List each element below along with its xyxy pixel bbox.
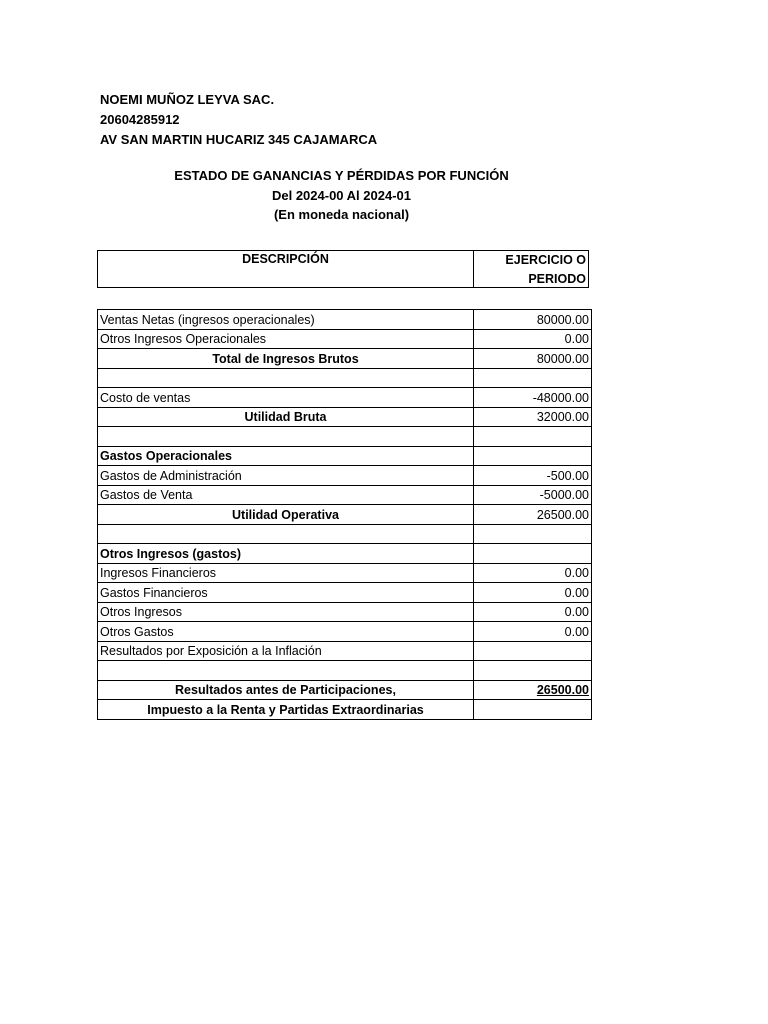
table-row-final xyxy=(98,680,592,700)
row-value: -48000.00 xyxy=(474,388,592,408)
table-row-empty xyxy=(98,368,592,388)
row-value: 26500.00 xyxy=(474,680,592,700)
row-value xyxy=(474,427,592,447)
row-value: 0.00 xyxy=(474,602,592,622)
table-row-heading xyxy=(98,446,592,466)
row-label: Gastos de Administración xyxy=(98,466,474,486)
row-value: 0.00 xyxy=(474,583,592,603)
table-row xyxy=(98,485,592,505)
row-label: Gastos Operacionales xyxy=(98,446,474,466)
table-row xyxy=(98,602,592,622)
company-info xyxy=(100,90,377,150)
table-row-final xyxy=(98,700,592,720)
row-label: Impuesto a la Renta y Partidas Extraordinarias xyxy=(98,700,474,720)
table-row xyxy=(98,466,592,486)
row-label: Utilidad Bruta xyxy=(98,407,474,427)
row-label: Gastos de Venta xyxy=(98,485,474,505)
row-label xyxy=(98,368,474,388)
row-label xyxy=(98,661,474,681)
row-value xyxy=(474,446,592,466)
row-value: -5000.00 xyxy=(474,485,592,505)
row-label: Utilidad Operativa xyxy=(98,505,474,525)
table-row-empty xyxy=(98,427,592,447)
row-value: -500.00 xyxy=(474,466,592,486)
table-header xyxy=(97,250,589,288)
company-name: NOEMI MUÑOZ LEYVA SAC. xyxy=(100,92,275,107)
row-label xyxy=(98,524,474,544)
header-period-line2: PERIODO xyxy=(528,272,586,286)
header-period-line1: EJERCICIO O xyxy=(505,253,586,267)
row-label: Otros Ingresos xyxy=(98,602,474,622)
row-value: 0.00 xyxy=(474,622,592,642)
row-value xyxy=(474,544,592,564)
row-label: Otros Ingresos (gastos) xyxy=(98,544,474,564)
table-row-empty xyxy=(98,524,592,544)
row-value xyxy=(474,641,592,661)
table-row-total xyxy=(98,505,592,525)
row-value xyxy=(474,368,592,388)
report-period: Del 2024-00 Al 2024-01 xyxy=(271,187,411,203)
table-row-total xyxy=(98,407,592,427)
table-row xyxy=(98,310,592,330)
table-row xyxy=(98,329,592,349)
row-label: Costo de ventas xyxy=(98,388,474,408)
row-label: Ventas Netas (ingresos operacionales) xyxy=(98,310,474,330)
row-label: Resultados antes de Participaciones, xyxy=(98,680,474,700)
row-value: 80000.00 xyxy=(474,349,592,369)
row-value xyxy=(474,524,592,544)
row-label: Ingresos Financieros xyxy=(98,563,474,583)
table-row xyxy=(98,622,592,642)
row-label: Otros Ingresos Operacionales xyxy=(98,329,474,349)
table-row-heading xyxy=(98,544,592,564)
row-value: 0.00 xyxy=(474,563,592,583)
table-row xyxy=(98,563,592,583)
company-address: AV SAN MARTIN HUCARIZ 345 CAJAMARCA xyxy=(100,132,378,147)
table-row xyxy=(98,583,592,603)
header-description: DESCRIPCIÓN xyxy=(98,251,474,287)
row-label: Resultados por Exposición a la Inflación xyxy=(98,641,474,661)
table-row-total xyxy=(98,349,592,369)
row-label: Total de Ingresos Brutos xyxy=(98,349,474,369)
table-row xyxy=(98,388,592,408)
row-value: 26500.00 xyxy=(474,505,592,525)
report-title: ESTADO DE GANANCIAS Y PÉRDIDAS POR FUNCIÓN xyxy=(174,168,509,183)
row-label: Gastos Financieros xyxy=(98,583,474,603)
income-statement-table xyxy=(97,309,592,720)
row-value xyxy=(474,700,592,720)
row-label: Otros Gastos xyxy=(98,622,474,642)
row-value: 80000.00 xyxy=(474,310,592,330)
report-titles xyxy=(98,166,585,225)
row-value: 0.00 xyxy=(474,329,592,349)
row-value: 32000.00 xyxy=(474,407,592,427)
table-row-empty xyxy=(98,661,592,681)
company-ruc: 20604285912 xyxy=(100,112,180,127)
row-label xyxy=(98,427,474,447)
row-value xyxy=(474,661,592,681)
table-row xyxy=(98,641,592,661)
report-currency: (En moneda nacional) xyxy=(273,207,410,222)
header-period xyxy=(474,251,588,287)
